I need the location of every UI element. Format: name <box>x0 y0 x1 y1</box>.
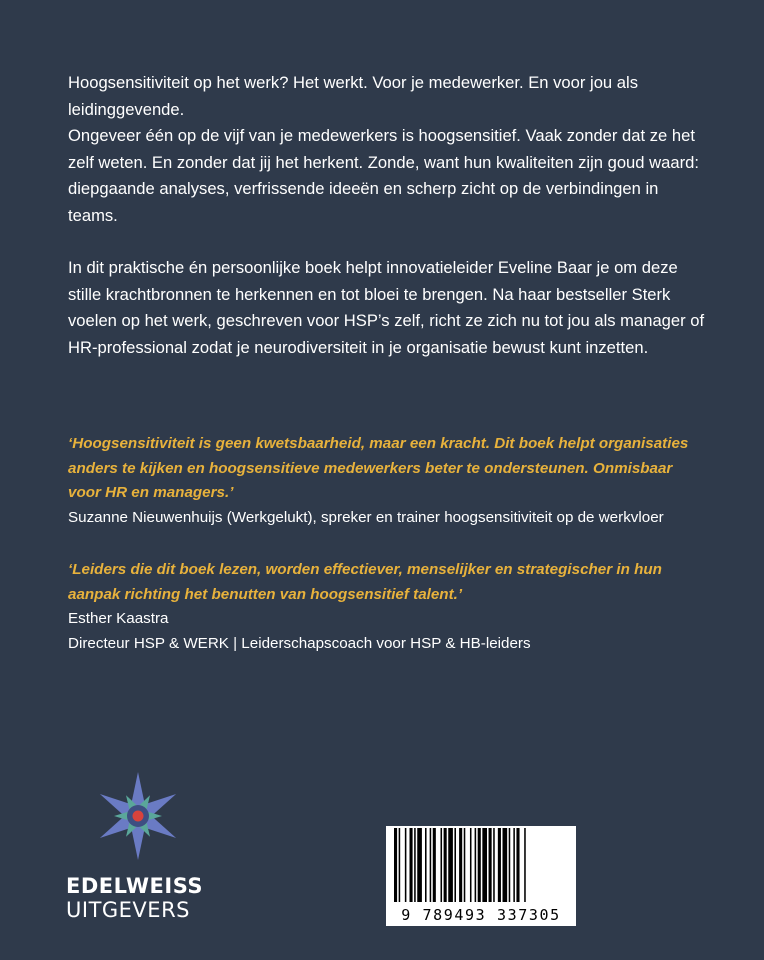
blurb-paragraph-3: In dit praktische én persoonlijke boek helpt innovatieleider Eveline Baar je om deze stille krachtbronnen te herkennen en tot bloei te brengen. Na haar bestseller Sterk voelen op het werk, geschreven voor HSP’s zelf, richt ze zich nu tot jou als manager of HR-professional zodat je neurodiversiteit in je organisatie bewust kunt inzetten. <box>68 258 705 357</box>
barcode-bar <box>454 828 456 902</box>
barcode-bar <box>394 828 397 902</box>
endorsement-author-2: Esther Kaastra <box>68 610 169 627</box>
barcode-bar <box>417 828 422 902</box>
isbn-number: 9 789493 337305 <box>401 906 561 924</box>
barcode-bar <box>441 828 443 902</box>
barcode-bar <box>475 828 477 902</box>
publisher-name-line-1: EDELWEISS <box>66 874 204 898</box>
endorsement-quote-1: ‘Hoogsensitiviteit is geen kwetsbaarheid, maar een kracht. Dit boek helpt organisaties anders te kijken en hoogsensitieve medewerkers beter te ondersteunen. Onmisbaar voor HR en managers.’ <box>68 435 689 501</box>
barcode-bar <box>503 828 508 902</box>
barcode-bar <box>410 828 413 902</box>
endorsement-role-2: Directeur HSP & WERK | Leiderschapscoach voor HSP & HB-leiders <box>68 634 531 652</box>
barcode-bar <box>493 828 495 902</box>
barcode-bar <box>444 828 447 902</box>
barcode-bar <box>516 828 519 902</box>
barcode-bar <box>524 828 526 902</box>
back-cover-blurb <box>68 70 708 361</box>
barcode-bar <box>414 828 416 902</box>
barcode-bar <box>513 828 515 902</box>
endorsement-quote-2: ‘Leiders die dit boek lezen, worden effectiever, menselijker en strategischer in hun aanpak richting het benutten van hoogsensitief talent.’ <box>68 561 662 603</box>
barcode-bar <box>470 828 472 902</box>
publisher-logo <box>64 770 224 930</box>
barcode-bars <box>392 828 570 902</box>
barcode-bar <box>464 828 466 902</box>
endorsement-author-1: Suzanne Nieuwenhuijs (Werkgelukt), spreker en trainer hoogsensitiviteit op de werkvloer <box>68 508 664 526</box>
endorsements <box>68 432 708 656</box>
barcode-bar <box>405 828 407 902</box>
barcode-bar <box>509 828 511 902</box>
blurb-paragraph-1: Hoogsensitiviteit op het werk? Het werkt. Voor je medewerker. En voor jou als leidinggevende. <box>68 73 638 119</box>
blurb-paragraph-2: Ongeveer één op de vijf van je medewerkers is hoogsensitief. Vaak zonder dat ze het zelf weten. En zonder dat jij het herkent. Zonde, want hun kwaliteiten zijn goud waard: diepgaande analyses, verfrissende ideeën en scherp zicht op de verbindingen in teams. <box>68 126 699 225</box>
barcode-bar <box>425 828 427 902</box>
barcode-bar <box>498 828 501 902</box>
barcode-bar <box>433 828 436 902</box>
publisher-name-line-2: UITGEVERS <box>66 898 190 922</box>
barcode-bar <box>478 828 481 902</box>
barcode-bar <box>489 828 492 902</box>
barcode-bar <box>399 828 401 902</box>
barcode-bar <box>430 828 432 902</box>
barcode-bar <box>448 828 453 902</box>
edelweiss-flower-icon <box>90 770 190 866</box>
isbn-barcode <box>386 826 576 926</box>
barcode-bar <box>482 828 487 902</box>
barcode-bar <box>459 828 462 902</box>
